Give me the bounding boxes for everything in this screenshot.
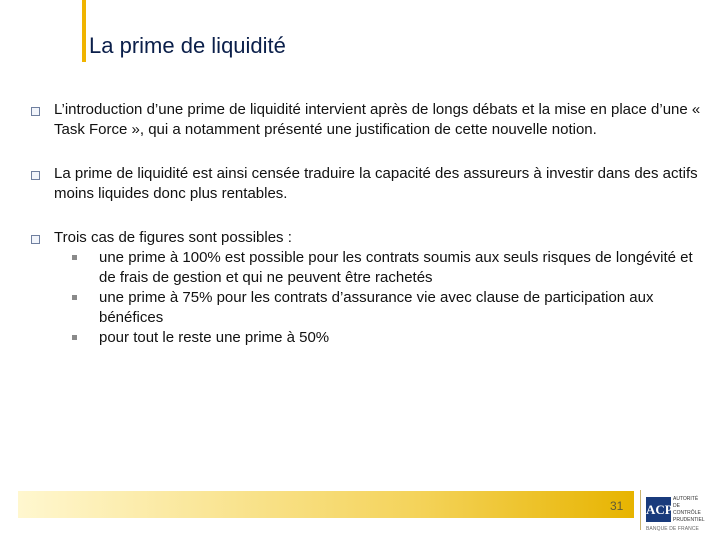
- square-bullet-icon: [31, 235, 40, 244]
- bullet-text: L’introduction d’une prime de liquidité intervient après de longs débats et la mise en place d’une « Task Force », qui a notamment présenté une justification de cette nouvelle notion.: [54, 101, 701, 138]
- logo-footer-text: BANQUE DE FRANCE: [646, 526, 699, 532]
- bullet-item: [31, 228, 701, 348]
- sub-bullet-item: [72, 288, 701, 328]
- acp-logo-text: [673, 496, 703, 524]
- bullet-item: [31, 100, 701, 140]
- bullet-with-sublist: [54, 228, 701, 348]
- slide-content: [31, 100, 701, 372]
- small-square-bullet-icon: [72, 255, 77, 260]
- logo-line: DE CONTRÔLE: [673, 503, 701, 516]
- square-bullet-icon: [31, 171, 40, 180]
- bullet-text: Trois cas de figures sont possibles :: [54, 229, 292, 246]
- title-accent-bar: [82, 0, 86, 62]
- sub-bullet-text: pour tout le reste une prime à 50%: [99, 329, 330, 346]
- logo-line: PRUDENTIEL: [673, 517, 705, 523]
- square-bullet-icon: [31, 107, 40, 116]
- footer-gradient-band: [18, 491, 634, 518]
- sub-bullet-list: [54, 248, 701, 348]
- sub-bullet-text: une prime à 100% est possible pour les contrats soumis aux seuls risques de longévité et de frais de gestion et qui ne peuvent être rachetés: [99, 249, 693, 286]
- bullet-item: [31, 164, 701, 204]
- acp-logo-mark: ACP: [646, 497, 671, 522]
- small-square-bullet-icon: [72, 335, 77, 340]
- sub-bullet-text: une prime à 75% pour les contrats d’assurance vie avec clause de participation aux bénéfices: [99, 289, 654, 326]
- sub-bullet-item: [72, 248, 701, 288]
- sub-bullet-item: [72, 328, 701, 348]
- slide-title: La prime de liquidité: [89, 33, 286, 58]
- logo-line: AUTORITÉ: [673, 496, 699, 502]
- bullet-text: La prime de liquidité est ainsi censée traduire la capacité des assureurs à investir dans des actifs moins liquides donc plus rentables.: [54, 165, 698, 202]
- small-square-bullet-icon: [72, 295, 77, 300]
- page-number: 31: [610, 499, 624, 513]
